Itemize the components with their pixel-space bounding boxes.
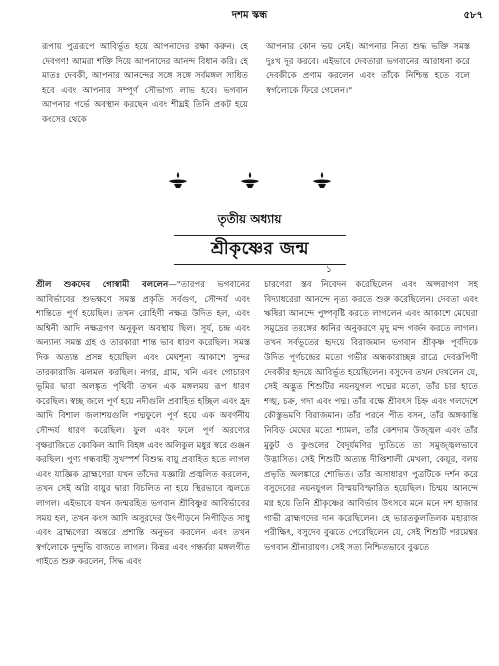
main-right-column (264, 278, 478, 658)
margin-mark: ১ (326, 265, 332, 275)
lamp-ornament-icon (238, 170, 262, 190)
running-header-title: দশম স্কন্ধ (231, 10, 268, 21)
chapter-number: তৃতীয় অধ্যায় (217, 212, 282, 226)
main-left-paragraph (36, 278, 250, 570)
lamp-ornament-icon (310, 170, 334, 190)
top-right-column (266, 40, 470, 135)
section-ornaments (0, 170, 499, 190)
top-right-paragraph: আপনার কোন ভয় নেই। আপনার নিত্য শুদ্ধ ভক্তি সমস্ত দুঃখ দূর করবে। এইভাবে দেবতারা ভগবানের আরাধনা করে দেবকীকে প্রণাম করলেন এবং তাঁকে নিশ্চিন্ত হতে বলে স্বর্গলোকে ফিরে গেলেন।" (266, 42, 470, 96)
top-left-paragraph: রূপায় পুত্ররূপে আবির্ভূত হয়ে আপনাদের রক্ষা করুন। হে দেবগণ! আমরা শক্তি দিয়ে আপনাদের আনন্দ বিধান করি। হে মাতঃ দেবকী, আপনার আনন্দের সঙ্গে সঙ্গে সর্বমঙ্গল সাধিত হবে এবং আপনার সম্পূর্ণ সৌভাগ্য লাভ হবে। ভগবান আপনার গর্ভে অবস্থান করছেন এবং শীঘ্রই তিনি প্রকট হয়ে কংসের থেকে (42, 42, 248, 125)
page-number: ৫৮৭ (463, 10, 483, 21)
lamp-ornament-icon (166, 170, 190, 190)
chapter-title: শ্রীকৃষ্ণের জন্ম (210, 239, 310, 259)
main-right-paragraph: চারণেরা স্তব নিবেদন করেছিলেন এবং অপ্সরাগণ সহ বিদ্যাধরেরা আনন্দে নৃত্য করতে শুরু করেছিলেন। দেবতা এবং ঋষিরা আনন্দে পুষ্পবৃষ্টি করতে লাগলেন এবং আকাশে মেঘেরা সমুদ্রের তরঙ্গের ধ্বনির অনুকরণে মৃদু মন্দ গর্জন করতে লাগল। তখন সর্বভূতের হৃদয়ে বিরাজমান ভগবান শ্রীকৃষ্ণ পূর্বদিকে উদিত পূর্ণচন্দ্রের মতো গভীর অন্ধকারাচ্ছন্ন রাত্রে দেবরূপিণী দেবকীর হৃদয়ে আবির্ভূত হয়েছিলেন। বসুদেব তখন দেখলেন যে, সেই অদ্ভুত শিশুটির নয়নযুগল পদ্মের মতো, তাঁর চার হাতে শঙ্খ, চক্র, গদা এবং পদ্ম। তাঁর বক্ষে শ্রীবৎস চিহ্ন এবং গলদেশে কৌস্তুভমণি বিরাজমান। তাঁর পরনে পীত বসন, তাঁর অঙ্গকান্তি নিবিড় মেঘের মতো শ্যামল, তাঁর কেশদাম উজ্জ্বল এবং তাঁর মুকুট ও কুণ্ডলের বৈদূর্যমণির দ্যুতিতে তা সমুজ্জ্বলভাবে উদ্ভাসিত। সেই শিশুটি অত্যন্ত দীপ্তিশালী মেখলা, কেয়ূর, বলয় প্রভৃতি অলঙ্কারে শোভিত। তাঁর অসাধারণ পুত্রটিকে দর্শন করে বসুদেবের নয়নযুগল বিস্ময়বিস্ফারিত হয়েছিল। চিন্ময় আনন্দে মগ্ন হয়ে তিনি শ্রীকৃষ্ণের আবির্ভাব উৎসবে মনে মনে দশ হাজার গাভী ব্রাহ্মণদের দান করেছিলেন। হে ভারতকুলতিলক মহারাজ পরীক্ষিৎ, বসুদেব বুঝতে পেরেছিলেন যে, সেই শিশুটি পরমেশ্বর ভগবান শ্রীনারায়ণ। সেই সত্য নিশ্চিতভাবে বুঝতে (264, 280, 478, 553)
paragraph-lead: শ্রীল শুকদেব গোস্বামী বললেন (36, 280, 169, 290)
top-left-column (42, 40, 248, 160)
paragraph-body: —"তারপর ভগবানের আবির্ভাবের শুভক্ষণে সমস্ত প্রকৃতি সর্বগুণ, সৌন্দর্য এবং শান্তিতে পূর্ণ হয়েছিল। তখন রোহিণী নক্ষত্র উদিত হল, এবং অশ্বিনী আদি নক্ষত্রগণ অনুকূল অবস্থায় ছিল। সূর্য, চন্দ্র এবং অন্যান্য সমস্ত গ্রহ ও তারকারা শান্ত ভাব ধারণ করেছিল। সমস্ত দিক অত্যন্ত প্রসন্ন হয়েছিল এবং মেঘশূন্য আকাশে সুন্দর তারকারাজি ঝলমল করছিল। নগর, গ্রাম, খনি এবং গোচারণ ভূমির দ্বারা অলঙ্কৃত পৃথিবী তখন এক মঙ্গলময় রূপ ধারণ করেছিল। স্বচ্ছ জলে পূর্ণ হয়ে নদীগুলি প্রবাহিত হচ্ছিল এবং হ্রদ আদি বিশাল জলাশয়গুলি পদ্মফুলে পূর্ণ হয়ে এক অবর্ণনীয় সৌন্দর্য ধারণ করেছিল। ফুল এবং ফলে পূর্ণ অরণ্যের বৃক্ষরাজিতে কোকিল আদি বিহঙ্গ এবং অলিকুল মধুর স্বরে গুঞ্জন করছিল। পুণ্য গন্ধবাহী সুখস্পর্শ বিশুদ্ধ বায়ু প্রবাহিত হতে লাগল এবং যাজ্ঞিক ব্রাহ্মণেরা যখন তাঁদের যজ্ঞাগ্নি প্রজ্বলিত করলেন, তখন সেই অগ্নি বায়ুর দ্বারা বিচলিত না হয়ে স্থিরভাবে জ্বলতে লাগল। এইভাবে যখন জন্মরহিত ভগবান শ্রীবিষ্ণুর আবির্ভাবের সময় হল, তখন কংস আদি অসুরদের উৎপীড়নে নিপীড়িত সাধু এবং ব্রাহ্মণেরা অন্তরে প্রশান্তি অনুভব করলেন এবং তখন স্বর্গলোকে দুন্দুভি বাজতে লাগল। কিন্নর এবং গন্ধর্বরা মঙ্গলগীত গাইতে শুরু করলেন, সিদ্ধ এবং (36, 280, 250, 568)
main-left-column (36, 278, 250, 658)
chapter-title-box (174, 235, 346, 265)
